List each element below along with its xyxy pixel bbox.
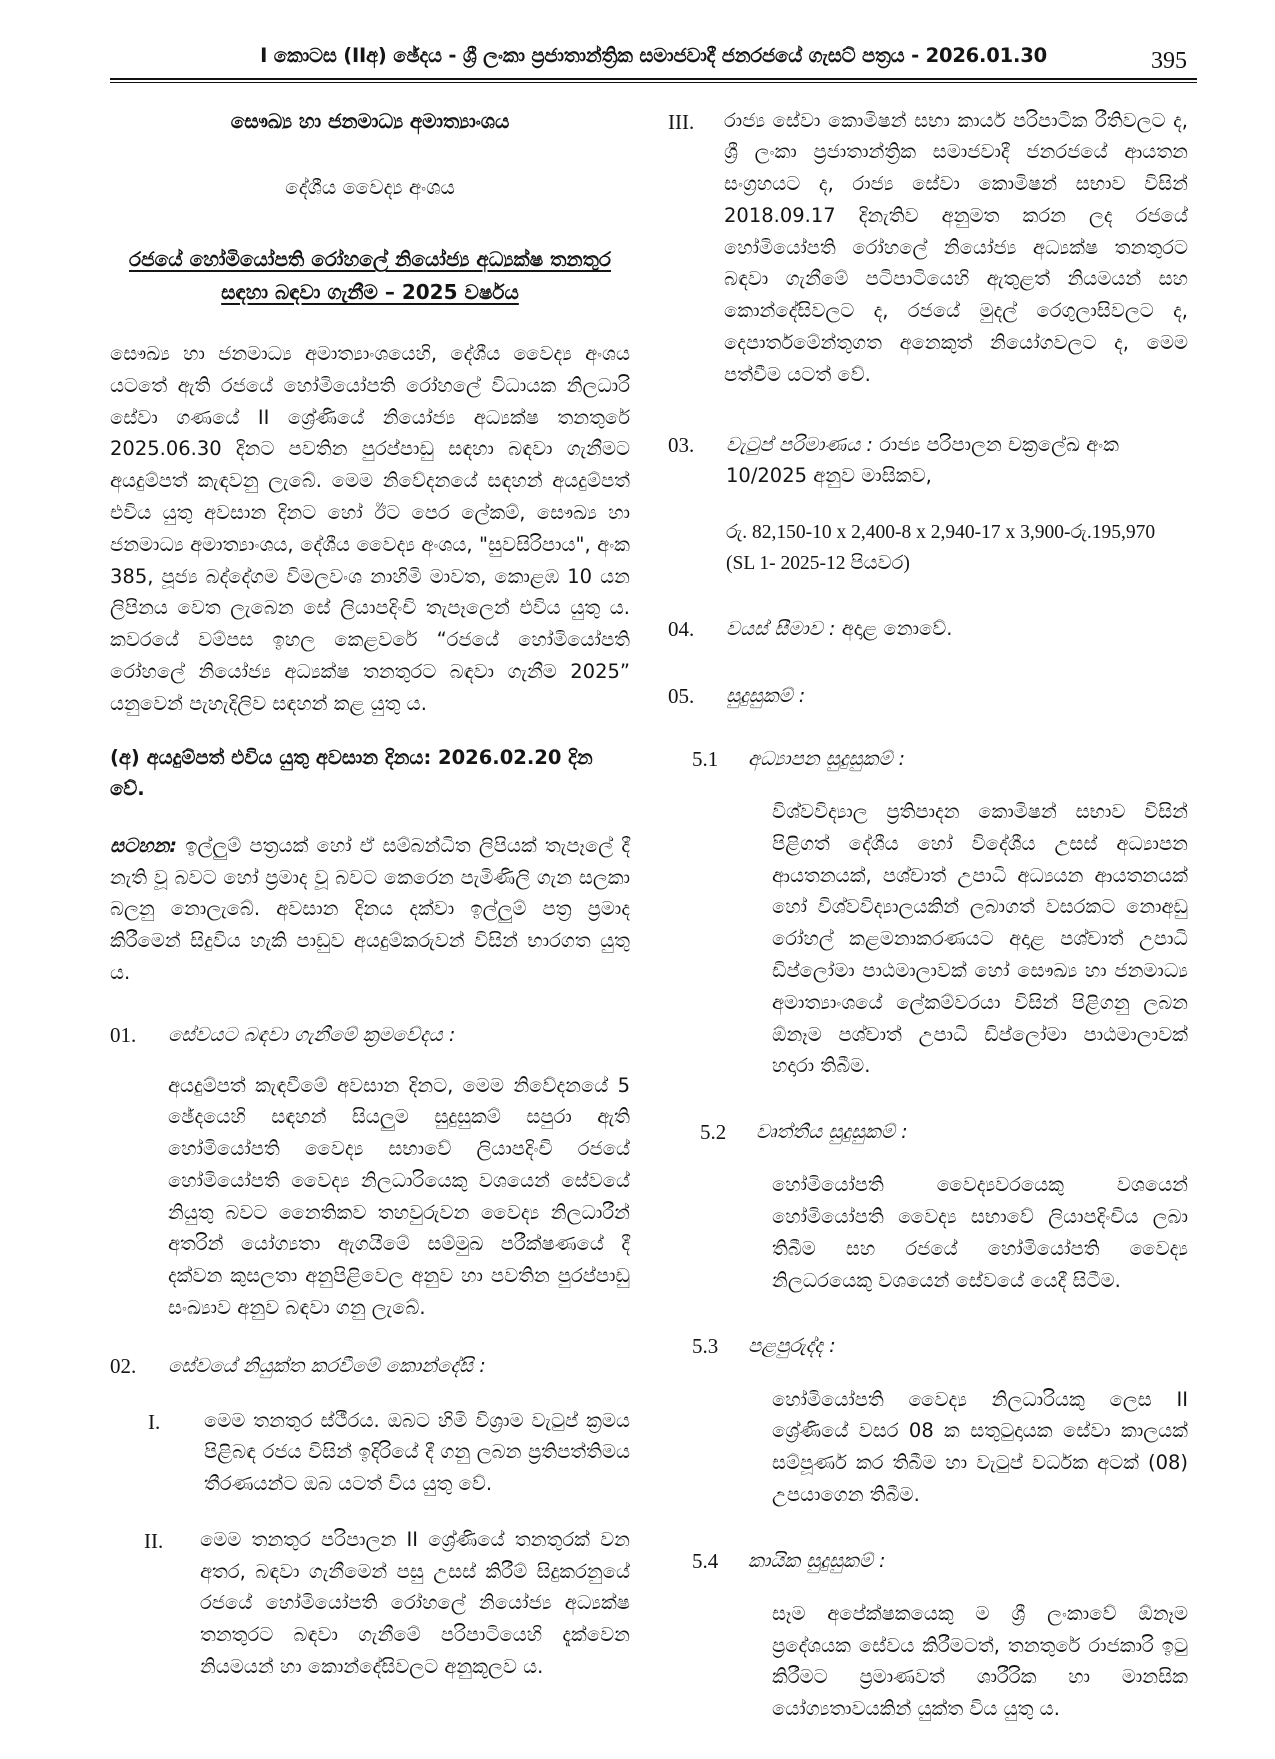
gazette-header-title: I කොටස (IIඅ) ඡේදය - ශ්‍රී ලංකා ප්‍රජාතාන්ත්‍රික සමාජවාදී ජනරජයේ ගැසට් පත්‍රය - 2026.01.30	[260, 44, 1047, 67]
spacer	[110, 1391, 630, 1405]
clause-03-heading-wrap	[726, 429, 1188, 491]
clause-02	[110, 1350, 630, 1383]
clause-04-heading-wrap	[726, 613, 953, 646]
clause-05-2-body: හෝමියෝපති වෛද්‍යවරයෙකු වශයෙන් හෝමියෝපති වෛද්‍ය සභාවේ ලියාපදිංචිය ලබා තිබීම සහ රජයේ හෝමියෝපති වෛද්‍ය නිලධරයෙකු වශයෙන් සේවයේ යෙදී සිටීම.	[772, 1173, 1188, 1292]
clause-04-heading-rest: අදාළ නොවේ.	[835, 617, 953, 641]
note-label: සටහන:	[110, 833, 178, 857]
spacer	[668, 579, 1188, 613]
clause-05-4-number: 5.4	[692, 1548, 719, 1573]
clause-04-number: 04.	[668, 617, 695, 642]
clause-02-item-ii-text: මෙම තනතුර පරිපාලන II ශ්‍රේණියේ තනතුරක් වන අතර, බඳවා ගැනීමෙන් පසු උසස් කිරීම් සිදුකරනුයේ රජයේ හෝමියෝපති රෝහලේ නියෝජ්‍ය අධ්‍යක්ෂ තනතුරට බඳවා ගැනීමේ පරිපාටියෙහි දැක්වෙන නියමයන් හා කොන්දේසිවලට අනුකූලව ය.	[200, 1527, 630, 1679]
clause-05-2-number: 5.2	[700, 1120, 727, 1145]
page-number: 395	[1151, 47, 1187, 74]
clause-05-4-heading: කායික සුදුසුකම් :	[748, 1548, 886, 1572]
ministry-name: සෞඛ්‍ය හා ජනමාධ්‍ය අමාත්‍යාංශය	[230, 108, 510, 133]
clause-02-item-i	[110, 1405, 630, 1500]
clause-03-number: 03.	[668, 432, 695, 457]
page-header	[110, 40, 1197, 78]
clause-01	[110, 1019, 630, 1052]
division-name: දේශීය වෛද්‍ය අංශය	[285, 174, 455, 199]
salary-scale: රු. 82,150-10 x 2,400-8 x 2,940-17 x 3,900-රු.195,970	[726, 521, 1156, 543]
clause-02-number: 02.	[110, 1353, 137, 1378]
spacer	[668, 415, 1188, 429]
clause-01-heading: සේවයට බඳවා ගැනීමේ ක්‍රමවේදය :	[168, 1022, 456, 1046]
clause-04-heading: වයස් සීමාව :	[726, 617, 836, 641]
clause-05-3	[668, 1330, 1188, 1363]
clause-02-item-ii	[110, 1524, 630, 1683]
clause-02-item-i-text: මෙම තනතුර ස්ථීරය. ඔබට හිමි විශ්‍රාම වැටුප් ක්‍රමය පිළිබඳ රජය විසින් ඉදිරියේ දී ගනු ලබන ප්‍රතිපත්තිමය තීරණයන්ට ඔබ යටත් විය යුතු වේ.	[204, 1408, 630, 1496]
clause-05-3-number: 5.3	[692, 1334, 719, 1359]
page-title-line-1: රජයේ හෝමියෝපති රෝහලේ නියෝජ්‍ය අධ්‍යක්ෂ තනතුර	[129, 247, 611, 272]
clause-05-1-number: 5.1	[692, 746, 719, 771]
clause-05-4-body: සෑම අපේක්ෂකයෙකු ම ශ්‍රී ලංකාවේ ඕනෑම ප්‍රදේශයක සේවය කිරීමටත්, තනතුරේ රාජකාරි ඉටු කිරීමට ප්‍රමාණවත් ශාරීරික හා මානසික යෝග්‍යතාවයකින් යුක්ත විය යුතු ය.	[772, 1601, 1188, 1721]
clause-05-number: 05.	[668, 684, 695, 709]
application-deadline: (අ) අයදුම්පත් එවිය යුතු අවසාන දිනය: 2026.02.20 දින වේ.	[110, 745, 593, 800]
two-column-layout	[110, 105, 1197, 1759]
clause-05-1-heading: අධ්‍යාපන සුදුසුකම් :	[748, 746, 906, 770]
clause-02-item-iii-text: රාජ්‍ය සේවා කොමිෂන් සභා කාර්ය පරිපාටික රීතිවලට ද, ශ්‍රී ලංකා ප්‍රජාතාන්ත්‍රික සමාජවාදී ජනරජයේ ආයතන සංග්‍රහයට ද, රාජ්‍ය සේවා කොමිෂන් සභාව විසින් 2018.09.17 දිනැතිව අනුමත කරන ලද රජයේ හෝමියෝපති රෝහලේ නියෝජ්‍ය අධ්‍යක්ෂ තනතුරට බඳවා ගැනීමේ පටිපාටියෙහි ඇතුළත් නියමයන් සහ කොන්දේසිවලට ද, රජයේ මුදල් රෙගුලාසිවලට ද, දෙපාර්තමේන්තුගත අනෙකුත් නියෝගවලට ද, මෙම පත්වීම යටත් වේ.	[724, 108, 1188, 386]
page-title-line-2: සඳහා බඳවා ගැනීම – 2025 වර්ෂය	[221, 279, 519, 304]
clause-03	[668, 429, 1188, 491]
clause-05	[668, 680, 1188, 713]
clause-05-heading: සුදුසුකම් :	[726, 684, 806, 708]
clause-05-2-heading: වෘත්තීය සුදුසුකම් :	[756, 1120, 908, 1144]
header-divider-rule	[110, 78, 1197, 83]
note-text: ඉල්ලුම් පත්‍රයක් හෝ ඒ සම්බන්ධිත ලිපියක් තැපෑලේ දී නැති වූ බවට හෝ ප්‍රමාද වූ බවට කෙරෙන පැමිණිලි ගැන සලකා බලනු නොලැබේ. අවසාන දිනය දක්වා ඉල්ලුම් පත්‍ර ප්‍රමාද කිරීමෙන් සිදුවිය හැකි පාඩුව අයදුම්කරුවන් විසින් භාරගත යුතු ය.	[110, 833, 630, 985]
clause-03-heading-rest: රාජ්‍ය පරිපාලන චක්‍රලේඛ අංක 10/2025 අනුව මාසිකව,	[726, 432, 1119, 487]
clause-02-heading: සේවයේ නියුක්ත කරවීමේ කොන්දේසි :	[168, 1353, 486, 1377]
note-paragraph	[110, 830, 630, 989]
spacer	[668, 654, 1188, 680]
spacer	[668, 721, 1188, 743]
clause-02-item-iii-number: III.	[668, 109, 695, 134]
clause-03-heading: වැටුප් පරිමාණය :	[726, 432, 873, 456]
clause-01-body: අයදුම්පත් කැඳවීමේ අවසාන දිනට, මෙම නිවේදනයේ 5 ඡේදයෙහි සඳහන් සියලුම සුදුසුකම් සපුරා ඇති හෝමියෝපති වෛද්‍ය සභාවේ ලියාපදිංචි රජයේ හෝමියෝපති වෛද්‍ය නිලධාරියෙකු වශයෙන් සේවයේ නියුතු බවට නෛතිකව තහවුරුවන වෛද්‍ය නිලධාරීන් අතරින් යෝග්‍යතා ඇගයීමේ සම්මුඛ පරීක්ෂණයේ දී දක්වන කුසලතා අනුපිළිවෙල අනුව හා පවතින පුරප්පාඩු සංඛ්‍යාව අනුව බඳවා ගනු ලැබේ.	[168, 1073, 630, 1320]
clause-04	[668, 613, 1188, 646]
clause-05-1	[668, 743, 1188, 776]
clause-02-item-iii	[668, 105, 1188, 391]
clause-05-3-heading: පළපුරුද්ද :	[748, 1334, 836, 1358]
clause-02-item-i-number: I.	[148, 1409, 161, 1434]
clause-01-number: 01.	[110, 1022, 137, 1047]
page-title	[110, 243, 630, 308]
right-column	[668, 105, 1188, 1759]
salary-step: (SL 1- 2025-12 පියවර)	[726, 553, 910, 575]
left-column	[110, 105, 630, 1707]
clause-05-2	[668, 1116, 1188, 1149]
intro-paragraph: සෞඛ්‍ය හා ජනමාධ්‍ය අමාත්‍යාංශයෙහි, දේශීය වෛද්‍ය අංශය යටතේ ඇති රජයේ හෝමියෝපති රෝහලේ විධායක නිලධාරි සේවා ගණයේ II ශ්‍රේණියේ නියෝජ්‍ය අධ්‍යක්ෂ තනතුරේ 2025.06.30 දිනට පවතින පුරප්පාඩු සඳහා බඳවා ගැනීමට අයදුම්පත් කැඳවනු ලැබේ. මෙම නිවේදනයේ සඳහන් අයදුම්පත් එවිය යුතු අවසාන දිනට හෝ ඊට පෙර ලේකම්, සෞඛ්‍ය හා ජනමාධ්‍ය අමාත්‍යාංශය, දේශීය වෛද්‍ය අංශය, "සුවසිරිපාය", අංක 385, පූජ්‍ය බද්දේගම විමලවංශ නාහිමි මාවත, කොළඹ 10 යන ලිපිනය වෙත ලැබෙන සේ ලියාපදිංචි තැපෑලෙන් එවිය යුතු ය. කවරයේ වම්පස ඉහල කෙළවරේ “රජයේ හෝමියෝපති රෝහලේ නියෝජ්‍ය අධ්‍යක්ෂ තනතුරට බඳවා ගැනීම 2025” යනුවෙන් පැහැදිලිව සඳහන් කළ යුතු ය.	[110, 342, 630, 715]
clause-05-1-body: විශ්වවිද්‍යාල ප්‍රතිපාදන කොමිෂන් සභාව විසින් පිළිගත් දේශීය හෝ විදේශීය උසස් අධ්‍යාපන ආයතනයක්, පශ්චාත් උපාධි අධ්‍යයන ආයතනයක් හෝ විශ්වවිද්‍යාලයකින් ලබාගත් වසරකට නොඅඩු රෝහල් කළමනාකරණයට අදාළ පශ්චාත් උපාධි ඩිප්ලෝමා පාඨමාලාවක් හෝ සෞඛ්‍ය හා ජනමාධ්‍ය අමාත්‍යාංශයේ ලේකම්වරයා විසින් පිළිගනු ලබන ඕනෑම පශ්චාත් උපාධි ඩිප්ලෝමා පාඨමාලාවක් හදාරා තිබීම.	[772, 800, 1188, 1078]
clause-02-item-ii-number: II.	[144, 1528, 164, 1553]
salary-scale-block	[726, 517, 1188, 579]
clause-05-3-body: හෝමියෝපති වෛද්‍ය නිලධාරියකු ලෙස II ශ්‍රේණියේ වසර 08 ක සතුටුදායක සේවා කාලයක් සම්පූර්ණ කර තිබීම හා වැටුප් වර්ධක අටක් (08) උපයාගෙන තිබීම.	[772, 1387, 1188, 1506]
clause-05-4	[668, 1545, 1188, 1578]
